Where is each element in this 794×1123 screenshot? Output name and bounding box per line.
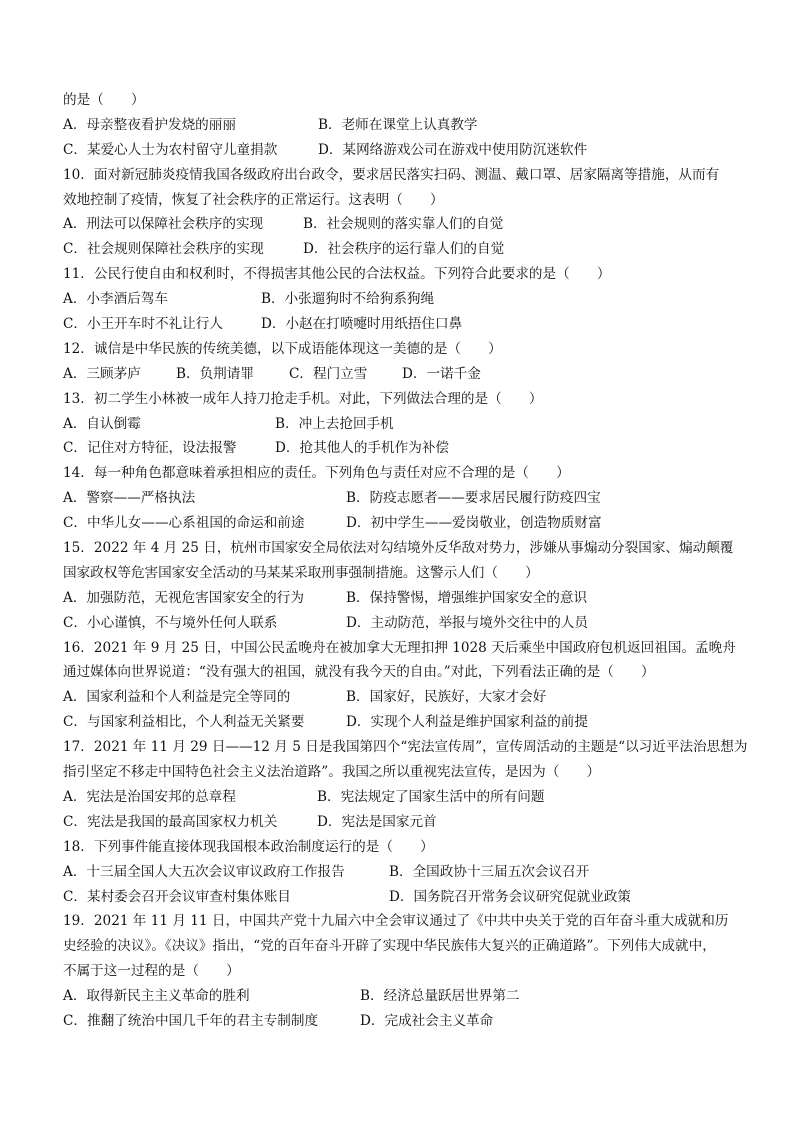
option-a: A．国家利益和个人利益是完全等同的	[63, 689, 291, 706]
option-c: C．某村委会召开会议审查村集体账目	[63, 888, 291, 905]
option-a: A．自认倒霉	[63, 415, 141, 432]
option-d: D．一诺千金	[402, 365, 481, 382]
question-16-stem-line-1: 16．2021 年 9 月 25 日，中国公民孟晚舟在被加拿大无理扣押 1028 天后乘坐中国政府包机返回祖国。孟晚舟	[63, 639, 736, 656]
question-15-options-row-2	[63, 611, 733, 636]
question-11-stem: 11．公民行使自由和权利时，不得损害其他公民的合法权益。下列符合此要求的是（ ）	[63, 266, 611, 283]
option-a: A．取得新民主主义革命的胜利	[63, 988, 250, 1005]
question-13-options-row-1	[63, 412, 733, 437]
option-a: A．警察——严格执法	[63, 490, 196, 507]
option-b: B．防疫志愿者——要求居民履行防疫四宝	[346, 490, 601, 507]
question-list	[63, 88, 748, 1034]
option-c: C．程门立雪	[289, 365, 368, 382]
option-c: C．宪法是我国的最高国家权力机关	[63, 813, 278, 830]
option-a: A．十三届全国人大五次会议审议政府工作报告	[63, 863, 345, 880]
question-12-stem: 12．诚信是中华民族的传统美德，以下成语能体现这一美德的是（ ）	[63, 340, 502, 357]
question-19-stem-line-2: 史经验的决议》。《决议》指出，“党的百年奋斗开辟了实现中华民族伟大复兴的正确道路”。下列伟大成就中，	[63, 938, 716, 955]
option-d: D．小赵在打喷嚏时用纸捂住口鼻	[261, 316, 463, 333]
question-13-options-row-2	[63, 436, 733, 461]
option-a: A．宪法是治国安邦的总章程	[63, 788, 236, 805]
option-a: A．三顾茅庐	[63, 365, 141, 382]
option-b: B．小张遛狗时不给狗系狗绳	[261, 291, 435, 308]
option-c: C．小王开车时不礼让行人	[63, 316, 223, 333]
question-10-stem-line-2: 效地控制了疫情，恢复了社会秩序的正常运行。这表明（ ）	[63, 191, 444, 208]
question-18-options-row-1	[63, 860, 733, 885]
question-19-options-row-2	[63, 1009, 733, 1034]
question-14-options-row-2	[63, 511, 733, 536]
option-a: A．刑法可以保障社会秩序的实现	[63, 216, 264, 233]
question-17-options-row-1	[63, 785, 733, 810]
option-b: B．宪法规定了国家生活中的所有问题	[317, 788, 545, 805]
option-c: C．记住对方特征，设法报警	[63, 440, 237, 457]
question-14-options-row-1	[63, 486, 733, 511]
option-b: B．国家好，民族好，大家才会好	[346, 689, 547, 706]
option-c: C．与国家利益相比，个人利益无关紧要	[63, 714, 305, 731]
option-c: C．推翻了统治中国几千年的君主专制制度	[63, 1012, 319, 1029]
question-18-stem: 18．下列事件能直接体现我国根本政治制度运行的是（ ）	[63, 838, 434, 855]
question-15-stem-line-2: 国家政权等危害国家安全活动的马某某采取刑事强制措施。这警示人们（ ）	[63, 564, 539, 581]
question-10-options-row-1	[63, 212, 733, 237]
option-c: C．小心谨慎，不与境外任何人联系	[63, 614, 278, 631]
option-d: D．初中学生——爱岗敬业，创造物质财富	[346, 515, 602, 532]
option-a: A．母亲整夜看护发烧的丽丽	[63, 116, 236, 133]
question-10-stem-line-1: 10．面对新冠肺炎疫情我国各级政府出台政令，要求居民落实扫码、测温、戴口罩、居家隔离等措施，从而有	[63, 166, 720, 183]
option-d: D．社会秩序的运行靠人们的自觉	[303, 241, 505, 258]
option-b: B．全国政协十三届五次会议召开	[389, 863, 590, 880]
question-19-stem-line-1: 19．2021 年 11 月 11 日，中国共产党十九届六中全会审议通过了《中共中央关于党的百年奋斗重大成就和历	[63, 913, 729, 930]
question-19-options-row-1	[63, 984, 733, 1009]
option-d: D．宪法是国家元首	[317, 813, 437, 830]
question-18-options-row-2	[63, 885, 733, 910]
option-d: D．国务院召开常务会议研究促就业政策	[389, 888, 631, 905]
question-11-options-row-2	[63, 312, 733, 337]
question-17-stem-line-1: 17．2021 年 11 月 29 日——12 月 5 日是我国第四个“宪法宣传周”，宣传周活动的主题是“以习近平法治思想为	[63, 739, 748, 756]
option-d: D．实现个人利益是维护国家利益的前提	[346, 714, 588, 731]
option-b: B．保持警惕，增强维护国家安全的意识	[346, 589, 588, 606]
option-b: B．冲上去抢回手机	[275, 415, 394, 432]
option-a: A．小李酒后驾车	[63, 291, 168, 308]
option-a: A．加强防范，无视危害国家安全的行为	[63, 589, 304, 606]
option-c: C．社会规则保障社会秩序的实现	[63, 241, 264, 258]
question-17-stem-line-2: 指引坚定不移走中国特色社会主义法治道路”。我国之所以重视宪法宣传，是因为（ ）	[63, 764, 601, 781]
question-16-options-row-1	[63, 685, 733, 710]
question-9-stem-end: 的是（ ）	[63, 92, 145, 108]
option-b: B．老师在课堂上认真教学	[318, 116, 478, 133]
question-16-stem-line-2: 通过媒体向世界说道：“没有强大的祖国，就没有我今天的自由。”对此，下列看法正确的是（ ）	[63, 664, 655, 681]
question-11-options-row-1	[63, 287, 733, 312]
question-10-options-row-2	[63, 237, 733, 262]
option-d: D．抢其他人的手机作为补偿	[275, 440, 450, 457]
option-c: C．中华儿女——心系祖国的命运和前途	[63, 515, 305, 532]
option-b: B．经济总量跃居世界第二	[360, 988, 520, 1005]
question-13-stem: 13．初二学生小林被一成年人持刀抢走手机。对此，下列做法合理的是（ ）	[63, 390, 543, 407]
option-d: D．完成社会主义革命	[360, 1012, 494, 1029]
question-12-options-row	[63, 362, 733, 387]
question-9-options-row-2	[63, 138, 733, 163]
question-19-stem-line-3: 不属于这一过程的是（ ）	[63, 963, 240, 980]
question-14-stem: 14．每一种角色都意味着承担相应的责任。下列角色与责任对应不合理的是（ ）	[63, 465, 570, 482]
question-17-options-row-2	[63, 810, 733, 835]
option-d: D．某网络游戏公司在游戏中使用防沉迷软件	[318, 141, 588, 158]
question-15-stem-line-1: 15．2022 年 4 月 25 日，杭州市国家安全局依法对勾结境外反华敌对势力，涉嫌从事煽动分裂国家、煽动颠覆	[63, 540, 734, 557]
question-9-options-row-1	[63, 113, 733, 138]
option-b: B．负荆请罪	[176, 365, 254, 382]
option-d: D．主动防范，举报与境外交往中的人员	[346, 614, 588, 631]
question-16-options-row-2	[63, 710, 733, 735]
question-15-options-row-1	[63, 586, 733, 611]
option-c: C．某爱心人士为农村留守儿童捐款	[63, 141, 278, 158]
option-b: B．社会规则的落实靠人们的自觉	[303, 216, 504, 233]
